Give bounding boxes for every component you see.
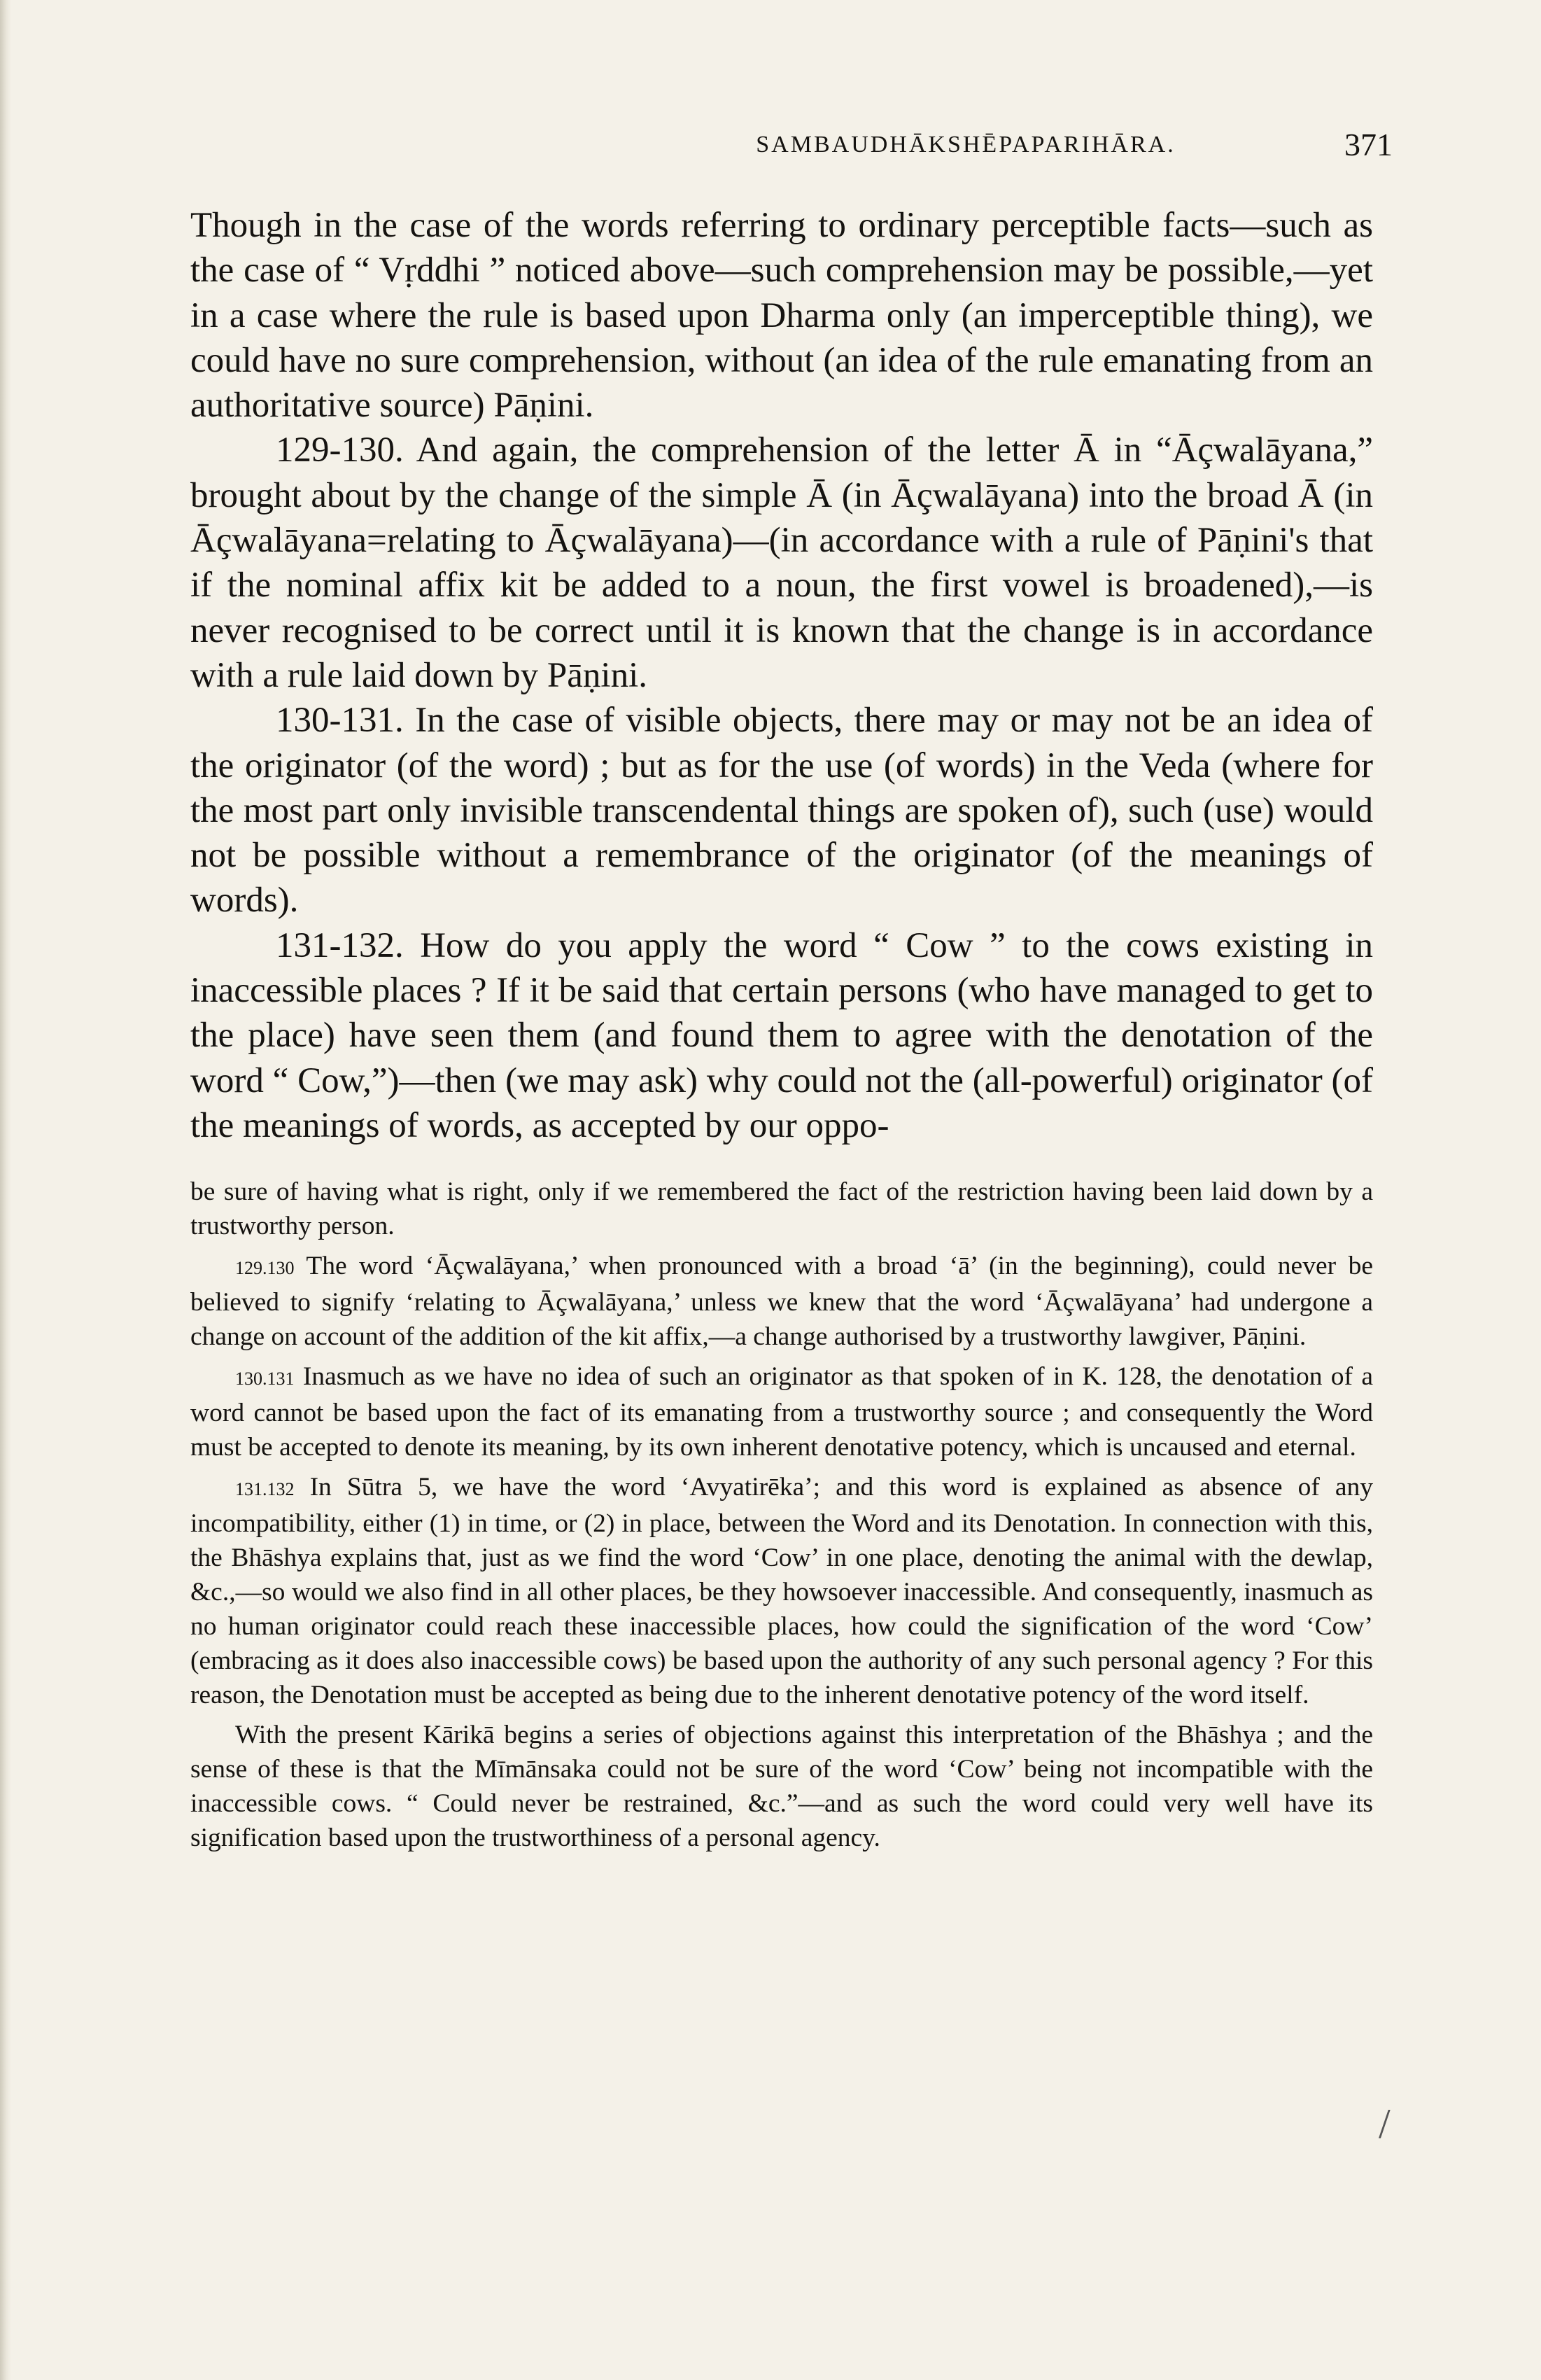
footnote-ref: 131.132: [235, 1479, 295, 1499]
footnote-continuation: [190, 1175, 1373, 1243]
paragraph-131-132: [190, 923, 1373, 1148]
footnote-text: The word ‘Āçwalāyana,’ when pronounced with a broad ‘ā’ (in the beginning), could never be believed to signify ‘relating to Āçwalāyana,’ unless we knew that the word ‘Āçwalāyana’ had undergone a change on account of the addition of the kit affix,—a change authorised by a trustworthy lawgiver, Pāṇini.: [190, 1252, 1374, 1351]
page-gutter-shadow: [0, 0, 11, 2380]
paragraph-text: How do you apply the word “ Cow ” to the cows existing in inaccessible places ? If it be said that certain persons (who have managed to get to the place) have seen them (and found them to agree with the denotation of the word “ Cow,”)—then (we may ask) why could not the (all-powerful) originator (of the meanings of words, as accepted by our oppo-: [190, 925, 1374, 1145]
paragraph-text: Though in the case of the words referring to ordinary perceptible facts—such as the case of “ Vṛddhi ” noticed above—such comprehension may be possible,—yet in a case where the rule is based upon Dharma only (an imperceptible thing), we could have no sure comprehension, without (an idea of the rule emanating from an authoritative source) Pāṇini.: [190, 206, 1373, 426]
footnote-text: be sure of having what is right, only if we remembered the fact of the restriction having been laid down by a trustworthy person.: [190, 1177, 1373, 1240]
margin-pen-mark: /: [1379, 2101, 1391, 2147]
footnote-ref: 130.131: [235, 1368, 295, 1389]
paragraph-130-131: [190, 698, 1373, 923]
footnote-text: With the present Kārikā begins a series of objections against this interpretation of the Bhāshya ; and the sense of these is that the Mīmānsaka could not be sure of the word ‘Cow’ being not incompatible with the inaccessible cows. “ Could never be restrained, &c.”—and as such the word could very well have its signification based upon the trustworthiness of a personal agency.: [190, 1721, 1373, 1852]
paragraph-intro: [190, 203, 1373, 428]
paragraph-129-130: [190, 428, 1373, 698]
footnotes: [190, 1175, 1373, 1855]
footnote-129-130: [190, 1249, 1373, 1354]
footnote-ref: 129.130: [235, 1258, 295, 1278]
main-text: [190, 203, 1373, 1148]
running-header: SAMBAUDHĀKSHĒPAPARIHĀRA.: [756, 132, 1176, 158]
paragraph-text: And again, the comprehension of the letter Ā in “Āçwalāyana,” brought about by the change of the simple Ā (in Āçwalāyana) into the broad Ā (in Āçwalāyana=relating to Āçwalāyana)—(in accordance with a rule of Pāṇini's that if the nominal affix kit be added to a noun, the first vowel is broadened),—is never recognised to be correct until it is known that the change is in accordance with a rule laid down by Pāṇini.: [190, 430, 1374, 695]
paragraph-text: In the case of visible objects, there may or may not be an idea of the originator (of the word) ; but as for the use (of words) in the Veda (where for the most part only invisible transcendental things are spoken of), such (use) would not be possible without a remembrance of the originator (of the meanings of words).: [190, 701, 1373, 920]
footnote-text: In Sūtra 5, we have the word ‘Avyatirēka’; and this word is explained as absence of any incompatibility, either (1) in time, or (2) in place, between the Word and its Denotation. In connection with this, the Bhāshya explains that, just as we find the word ‘Cow’ in one place, denoting the animal with the dewlap, &c.,—so would we also find in all other places, be they howsoever inaccessible. And consequently, inasmuch as no human originator could reach these inaccessible places, how could the signification of the word ‘Cow’ (embracing as it does also inaccessible cows) be based upon the authority of any such personal agency ? For this reason, the Denotation must be accepted as being due to the inherent denotative potency of the word itself.: [190, 1473, 1373, 1709]
footnote-130-131: [190, 1359, 1373, 1464]
page-number: 371: [1344, 127, 1393, 162]
footnote-131-132: [190, 1470, 1373, 1712]
footnote-text: Inasmuch as we have no idea of such an originator as that spoken of in K. 128, the denotation of a word cannot be based upon the fact of its emanating from a trustworthy source ; and consequently the Word must be accepted to denote its meaning, by its own inherent denotative potency, which is uncaused and eternal.: [190, 1362, 1373, 1462]
verse-label: 130-131.: [276, 701, 404, 741]
verse-label: 131-132.: [276, 925, 404, 965]
verse-label: 129-130.: [276, 430, 404, 470]
footnote-karika-note: [190, 1718, 1373, 1855]
